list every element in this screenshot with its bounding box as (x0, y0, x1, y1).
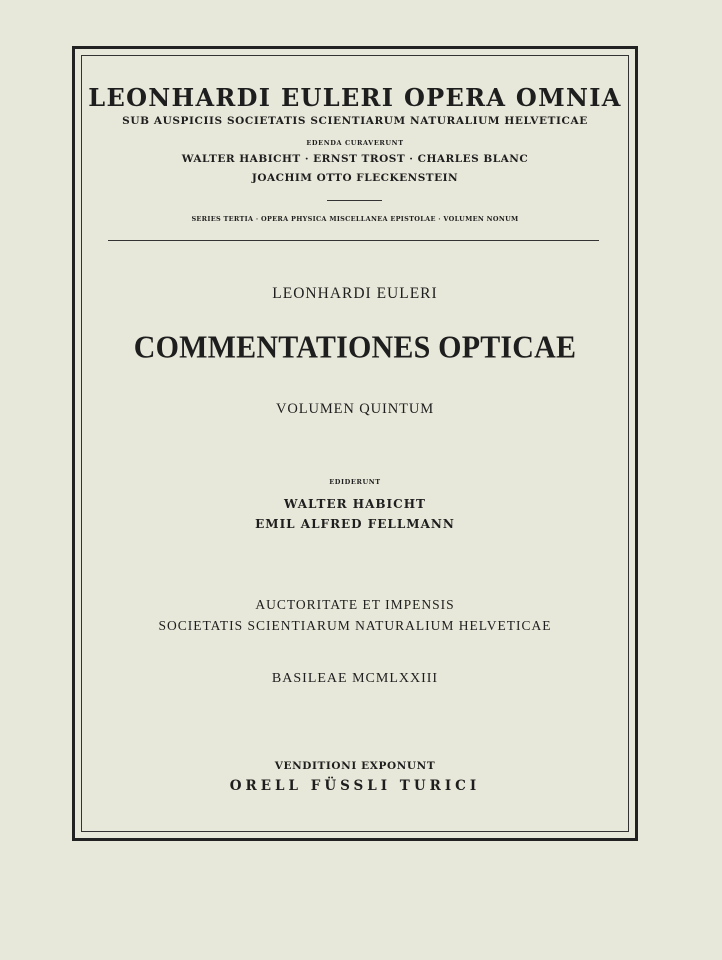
auspices-line: SUB AUSPICIIS SOCIETATIS SCIENTIARUM NATURALIUM HELVETICAE (122, 115, 588, 127)
series-info: SERIES TERTIA · OPERA PHYSICA MISCELLANEA EPISTOLAE · VOLUMEN NONUM (191, 215, 519, 223)
publisher-name: ORELL FÜSSLI TURICI (229, 778, 481, 794)
auctoritate-line-1: AUCTORITATE ET IMPENSIS (255, 597, 455, 612)
short-rule (327, 200, 382, 201)
editor-1: WALTER HABICHT (284, 497, 426, 511)
book-title: COMMENTATIONES OPTICAE (133, 330, 577, 365)
place-and-year: BASILEAE MCMLXXIII (271, 671, 439, 686)
author-name: LEONHARDI EULERI (272, 285, 438, 302)
venditioni-line: VENDITIONI EXPONUNT (274, 760, 436, 772)
editor-2: EMIL ALFRED FELLMANN (255, 517, 455, 531)
edenda-label: EDENDA CURAVERUNT (306, 139, 404, 147)
header-divider (108, 240, 599, 241)
opera-omnia-title: LEONHARDI EULERI OPERA OMNIA (88, 83, 622, 112)
series-editors-line-2: JOACHIM OTTO FLECKENSTEIN (251, 172, 459, 184)
auctoritate-line-2: SOCIETATIS SCIENTIARUM NATURALIUM HELVETICAE (158, 618, 552, 633)
volume-number: VOLUMEN QUINTUM (275, 401, 435, 417)
series-editors-line-1: WALTER HABICHT · ERNST TROST · CHARLES BLANC (181, 153, 529, 165)
ediderunt-label: EDIDERUNT (329, 478, 381, 486)
